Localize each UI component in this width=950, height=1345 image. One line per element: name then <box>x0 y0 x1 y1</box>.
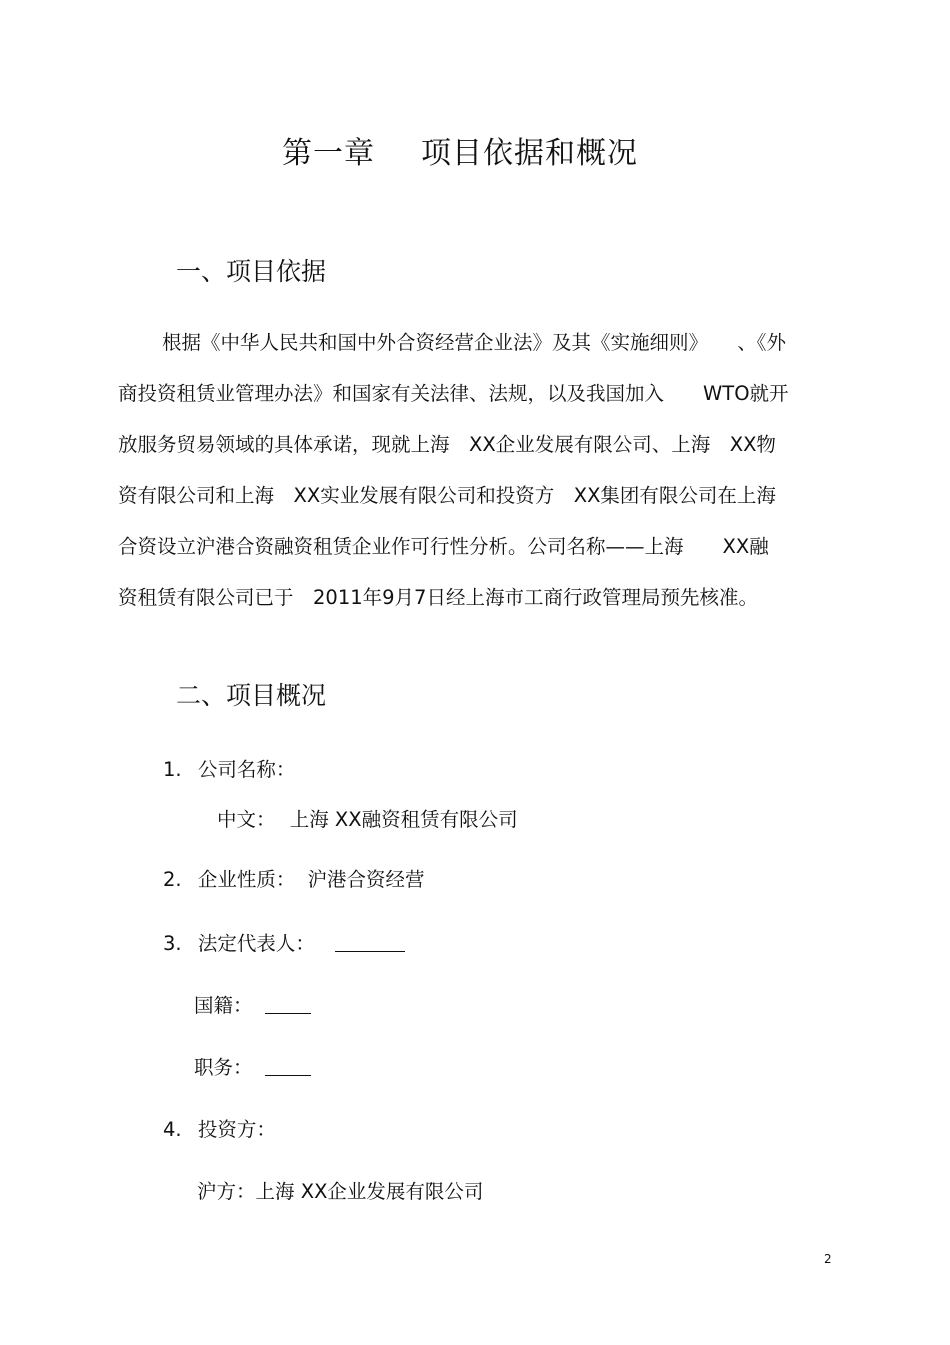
item-label: 投资方： <box>197 1118 276 1141</box>
section-heading-overview: 二、项目概况 <box>176 681 327 710</box>
field-value: 沪港合资经营 <box>307 868 425 891</box>
blank-line <box>335 931 405 952</box>
section-heading-basis: 一、项目依据 <box>176 257 327 286</box>
item-label: 法定代表人： <box>197 932 315 955</box>
item-number: 3. <box>163 932 182 955</box>
field-label: 职务： <box>194 1056 253 1079</box>
item-enterprise-nature <box>163 864 425 892</box>
basis-paragraph <box>118 317 789 623</box>
chapter-title: 项目依据和概况 <box>421 136 638 171</box>
blank-line <box>265 993 311 1014</box>
field-label: 中文： <box>217 808 276 831</box>
shanghai-investor-row <box>197 1176 483 1204</box>
field-label: 沪方： <box>197 1180 256 1203</box>
paragraph-line: 资租赁有限公司已于 2011年9月7日经上海市工商行政管理局预先核准。 <box>118 586 758 609</box>
blank-line <box>265 1055 311 1076</box>
chapter-heading <box>282 128 638 172</box>
field-value: 上海 XX融资租赁有限公司 <box>289 808 518 831</box>
paragraph-line: 商投资租赁业管理办法》和国家有关法律、法规，以及我国加入 WTO就开 <box>118 382 789 405</box>
item-number: 1. <box>163 758 182 781</box>
item-company-name <box>163 754 295 782</box>
item-label: 企业性质： <box>197 868 296 891</box>
paragraph-line: 根据《中华人民共和国中外合资经营企业法》及其《实施细则》 、《外 <box>162 331 787 354</box>
field-label: 国籍： <box>194 994 253 1017</box>
item-legal-representative <box>163 928 405 956</box>
company-name-chinese <box>217 804 518 832</box>
chapter-label: 第一章 <box>282 136 375 171</box>
item-investors <box>163 1114 276 1142</box>
position-row <box>194 1052 311 1080</box>
item-number: 4. <box>163 1118 182 1141</box>
paragraph-line: 合资设立沪港合资融资租赁企业作可行性分析。公司名称——上海 XX融 <box>118 535 769 558</box>
page-number: 2 <box>824 1252 832 1266</box>
field-value: 上海 XX企业发展有限公司 <box>255 1180 484 1203</box>
nationality-row <box>194 990 311 1018</box>
item-label: 公司名称： <box>197 758 296 781</box>
item-number: 2. <box>163 868 182 891</box>
paragraph-line: 放服务贸易领域的具体承诺，现就上海 XX企业发展有限公司、上海 XX物 <box>118 433 776 456</box>
paragraph-line: 资有限公司和上海 XX实业发展有限公司和投资方 XX集团有限公司在上海 <box>118 484 776 507</box>
